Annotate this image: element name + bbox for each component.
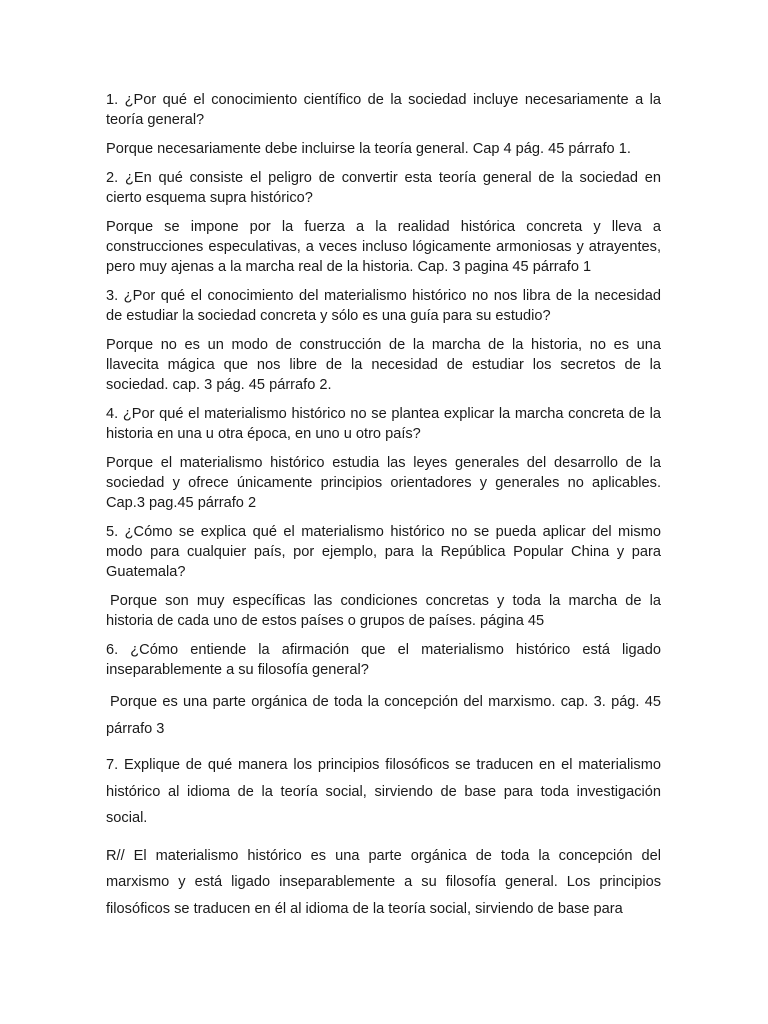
question-5: 5. ¿Cómo se explica qué el materialismo histórico no se pueda aplicar del mismo modo para cualquier país, por ejemplo, para la República Popular China y para Guatemala? [106,524,661,580]
document-page [106,90,661,931]
answer-1: Porque necesariamente debe incluirse la teoría general. Cap 4 pág. 45 párrafo 1. [106,141,631,157]
answer-2: Porque se impone por la fuerza a la realidad histórica concreta y lleva a construcciones especulativas, a veces incluso lógicamente armoniosas y atrayentes, pero muy ajenas a la marcha real de la historia. Cap. 3 pagina 45 párrafo 1 [106,219,661,275]
question-3: 3. ¿Por qué el conocimiento del materialismo histórico no nos libra de la necesidad de estudiar la sociedad concreta y sólo es una guía para su estudio? [106,288,661,324]
question-4: 4. ¿Por qué el materialismo histórico no se plantea explicar la marcha concreta de la historia en una u otra época, en uno u otro país? [106,406,661,442]
answer-7: R// El materialismo histórico es una parte orgánica de toda la concepción del marxismo y está ligado inseparablemente a su filosofía general. Los principios filosóficos se traducen en él al idioma de la teoría social, sirviendo de base para [106,847,661,917]
question-2: 2. ¿En qué consiste el peligro de convertir esta teoría general de la sociedad en cierto esquema supra histórico? [106,170,661,206]
answer-5: Porque son muy específicas las condiciones concretas y toda la marcha de la historia de cada uno de estos países o grupos de países. página 45 [106,593,661,629]
answer-6: Porque es una parte orgánica de toda la concepción del marxismo. cap. 3. pág. 45 párrafo 3 [106,694,661,737]
question-6: 6. ¿Cómo entiende la afirmación que el materialismo histórico está ligado inseparablemente a su filosofía general? [106,642,661,678]
answer-3: Porque no es un modo de construcción de la marcha de la historia, no es una llavecita mágica que nos libre de la necesidad de estudiar los secretos de la sociedad. cap. 3 pág. 45 párrafo 2. [106,337,661,393]
question-7: 7. Explique de qué manera los principios filosóficos se traducen en el materialismo histórico al idioma de la teoría social, sirviendo de base para toda investigación social. [106,757,661,826]
answer-4: Porque el materialismo histórico estudia las leyes generales del desarrollo de la sociedad y ofrece únicamente principios orientadores y generales no aplicables. Cap.3 pag.45 párrafo 2 [106,455,661,511]
question-1: 1. ¿Por qué el conocimiento científico de la sociedad incluye necesariamente a la teoría general? [106,92,661,128]
